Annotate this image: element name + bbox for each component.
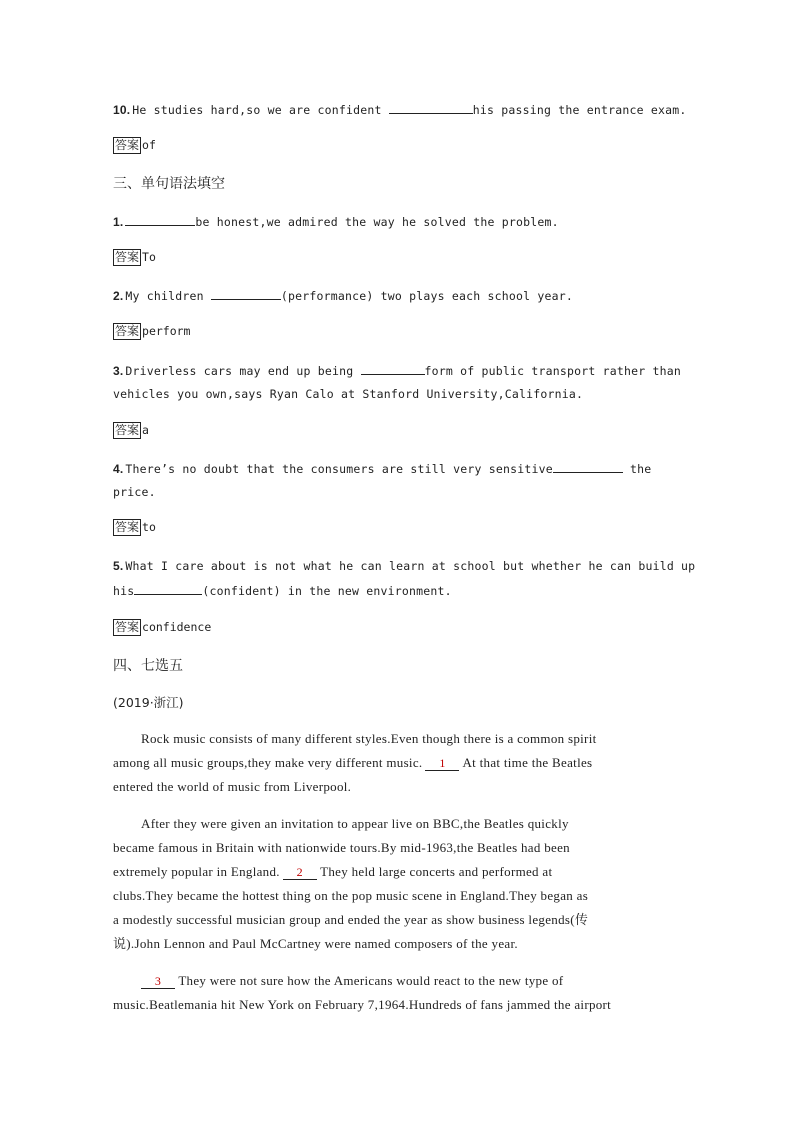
answer-blank: [125, 213, 195, 226]
question-text: My children: [125, 289, 211, 303]
answer-row: [113, 249, 683, 266]
question-text: He studies hard,so we are confident: [132, 103, 389, 117]
passage-text: At that time the Beatles: [462, 755, 593, 770]
question-4-line2: price.: [113, 485, 156, 499]
question-3: [113, 362, 683, 379]
passage-text: They were not sure how the Americans would react to the new type of: [175, 973, 564, 988]
question-number: 5.: [113, 559, 124, 573]
numbered-blank: 2: [283, 866, 317, 880]
answer-blank: [134, 582, 202, 595]
question-number: 1.: [113, 215, 124, 229]
numbered-blank: 1: [425, 757, 459, 771]
answer-row: [113, 323, 683, 340]
answer-blank: [361, 362, 425, 375]
question-1: [113, 213, 683, 230]
answer-text: To: [142, 250, 156, 264]
question-text: There’s no doubt that the consumers are still very sensitive: [125, 462, 553, 476]
answer-label: 答案: [115, 138, 140, 152]
section-heading: 四、七选五: [113, 658, 183, 674]
question-2: [113, 287, 683, 304]
question-number: 4.: [113, 462, 124, 476]
answer-label: 答案: [115, 324, 140, 338]
answer-label: 答案: [115, 250, 140, 264]
answer-row: [113, 137, 683, 154]
passage-line: [113, 755, 683, 771]
passage-line: clubs.They became the hottest thing on the pop music scene in England.They began as: [113, 888, 589, 903]
question-3-line2: vehicles you own,says Ryan Calo at Stanford University,California.: [113, 387, 584, 401]
passage-line: music.Beatlemania hit New York on February 7,1964.Hundreds of fans jammed the airport: [113, 997, 612, 1012]
question-text: What I care about is not what he can learn at school but whether he can build up: [125, 559, 696, 573]
question-text: his: [113, 584, 135, 598]
passage-line: entered the world of music from Liverpool.: [113, 779, 352, 794]
question-text: his passing the entrance exam.: [472, 103, 687, 117]
passage-line: After they were given an invitation to appear live on BBC,the Beatles quickly: [141, 816, 569, 831]
question-10: [113, 101, 687, 118]
passage-line: a modestly successful musician group and ended the year as show business legends(传: [113, 912, 589, 927]
passage-text: extremely popular in England.: [113, 864, 280, 879]
passage-line: 说).John Lennon and Paul McCartney were named composers of the year.: [113, 936, 518, 951]
question-text: form of public transport rather than: [424, 364, 681, 378]
source-label: (2019·浙江): [113, 695, 184, 710]
numbered-blank: 3: [141, 975, 175, 989]
answer-blank: [389, 101, 473, 114]
section-heading: 三、单句语法填空: [113, 176, 225, 192]
answer-text: of: [142, 138, 156, 152]
answer-label: 答案: [115, 620, 140, 634]
question-text: the: [622, 462, 652, 476]
passage-line: became famous in Britain with nationwide tours.By mid-1963,the Beatles had been: [113, 840, 570, 855]
question-text: (performance) two plays each school year.: [280, 289, 573, 303]
answer-text: confidence: [142, 620, 212, 634]
answer-row: [113, 422, 683, 439]
answer-text: to: [142, 520, 156, 534]
question-5-line2: [113, 582, 683, 599]
question-text: Driverless cars may end up being: [125, 364, 361, 378]
answer-blank: [211, 287, 281, 300]
question-text: be honest,we admired the way he solved the problem.: [195, 215, 559, 229]
answer-row: [113, 519, 683, 536]
question-number: 3.: [113, 364, 124, 378]
passage-text: They held large concerts and performed at: [316, 864, 553, 879]
question-4: [113, 460, 683, 477]
answer-text: perform: [142, 324, 191, 338]
answer-label: 答案: [115, 423, 140, 437]
passage-text: among all music groups,they make very different music.: [113, 755, 423, 770]
question-number: 2.: [113, 289, 124, 303]
answer-blank: [553, 460, 623, 473]
passage-line: [113, 864, 683, 880]
answer-row: [113, 619, 683, 636]
passage-line: [141, 973, 711, 989]
question-5: [113, 558, 696, 574]
question-number: 10.: [113, 103, 131, 117]
answer-label: 答案: [115, 520, 140, 534]
passage-line: Rock music consists of many different styles.Even though there is a common spirit: [141, 731, 597, 746]
answer-text: a: [142, 423, 149, 437]
question-text: (confident) in the new environment.: [202, 584, 452, 598]
